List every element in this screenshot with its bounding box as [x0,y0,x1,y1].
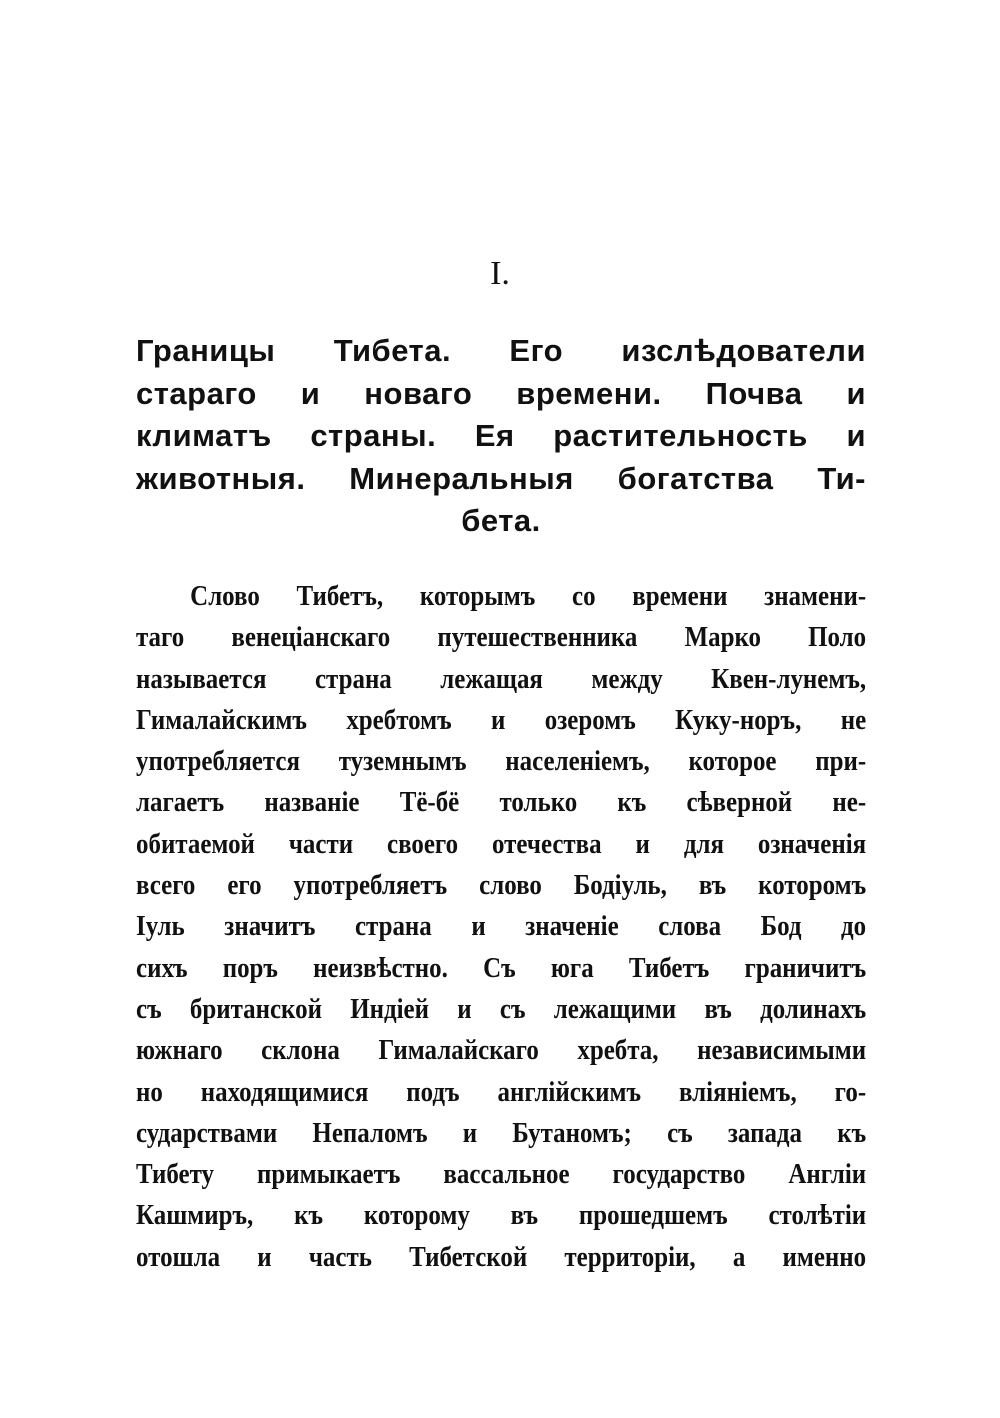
paragraph-line: южнаго склона Гималайскаго хребта, независимыми [136,1034,867,1067]
paragraph-line: Гималайскимъ хребтомъ и озеромъ Куку-норъ, не [136,703,867,736]
chapter-title-line: стараго и новаго времени. Почва и [136,375,866,411]
paragraph-line: называется страна лежащая между Квен-лунемъ, [136,662,867,695]
paragraph-line: съ британской Индіей и съ лежащими въ долинахъ [136,992,867,1025]
chapter-title [136,330,866,543]
paragraph-line: Іуль значитъ страна и значеніе слова Бод до [136,910,867,943]
chapter-number: I. [490,255,510,292]
chapter-title-line: животныя. Минеральныя богатства Ти- [136,460,866,496]
paragraph-line: обитаемой части своего отечества и для означенія [136,827,867,860]
paragraph-line: таго венеціанскаго путешественника Марко Поло [136,621,867,654]
paragraph-line: всего его употребляетъ слово Бодіуль, въ которомъ [136,869,867,902]
body-paragraph [136,576,867,1278]
chapter-title-line: бета. [461,503,541,538]
paragraph-line: отошла и часть Тибетской территоріи, а именно [136,1240,867,1273]
paragraph-line: лагаетъ названіе Тё-бё только къ сѣверной не- [136,786,867,819]
paragraph-line: употребляется туземнымъ населеніемъ, которое при- [136,745,867,778]
paragraph-line: сударствами Непаломъ и Бутаномъ; съ запада къ [136,1116,867,1149]
chapter-title-line: климатъ страны. Ея растительность и [136,418,866,453]
paragraph-line: но находящимися подъ англійскимъ вліяніемъ, го- [136,1075,867,1108]
paragraph-line: сихъ поръ неизвѣстно. Съ юга Тибетъ граничитъ [136,951,867,984]
paragraph-line: Кашмиръ, къ которому въ прошедшемъ столѣтіи [136,1199,867,1232]
paragraph-line: Слово Тибетъ, которымъ со времени знамени- [190,580,867,612]
paragraph-line: Тибету примыкаетъ вассальное государство Англіи [136,1158,867,1191]
chapter-title-line: Границы Тибета. Его изслѣдователи [136,333,866,368]
